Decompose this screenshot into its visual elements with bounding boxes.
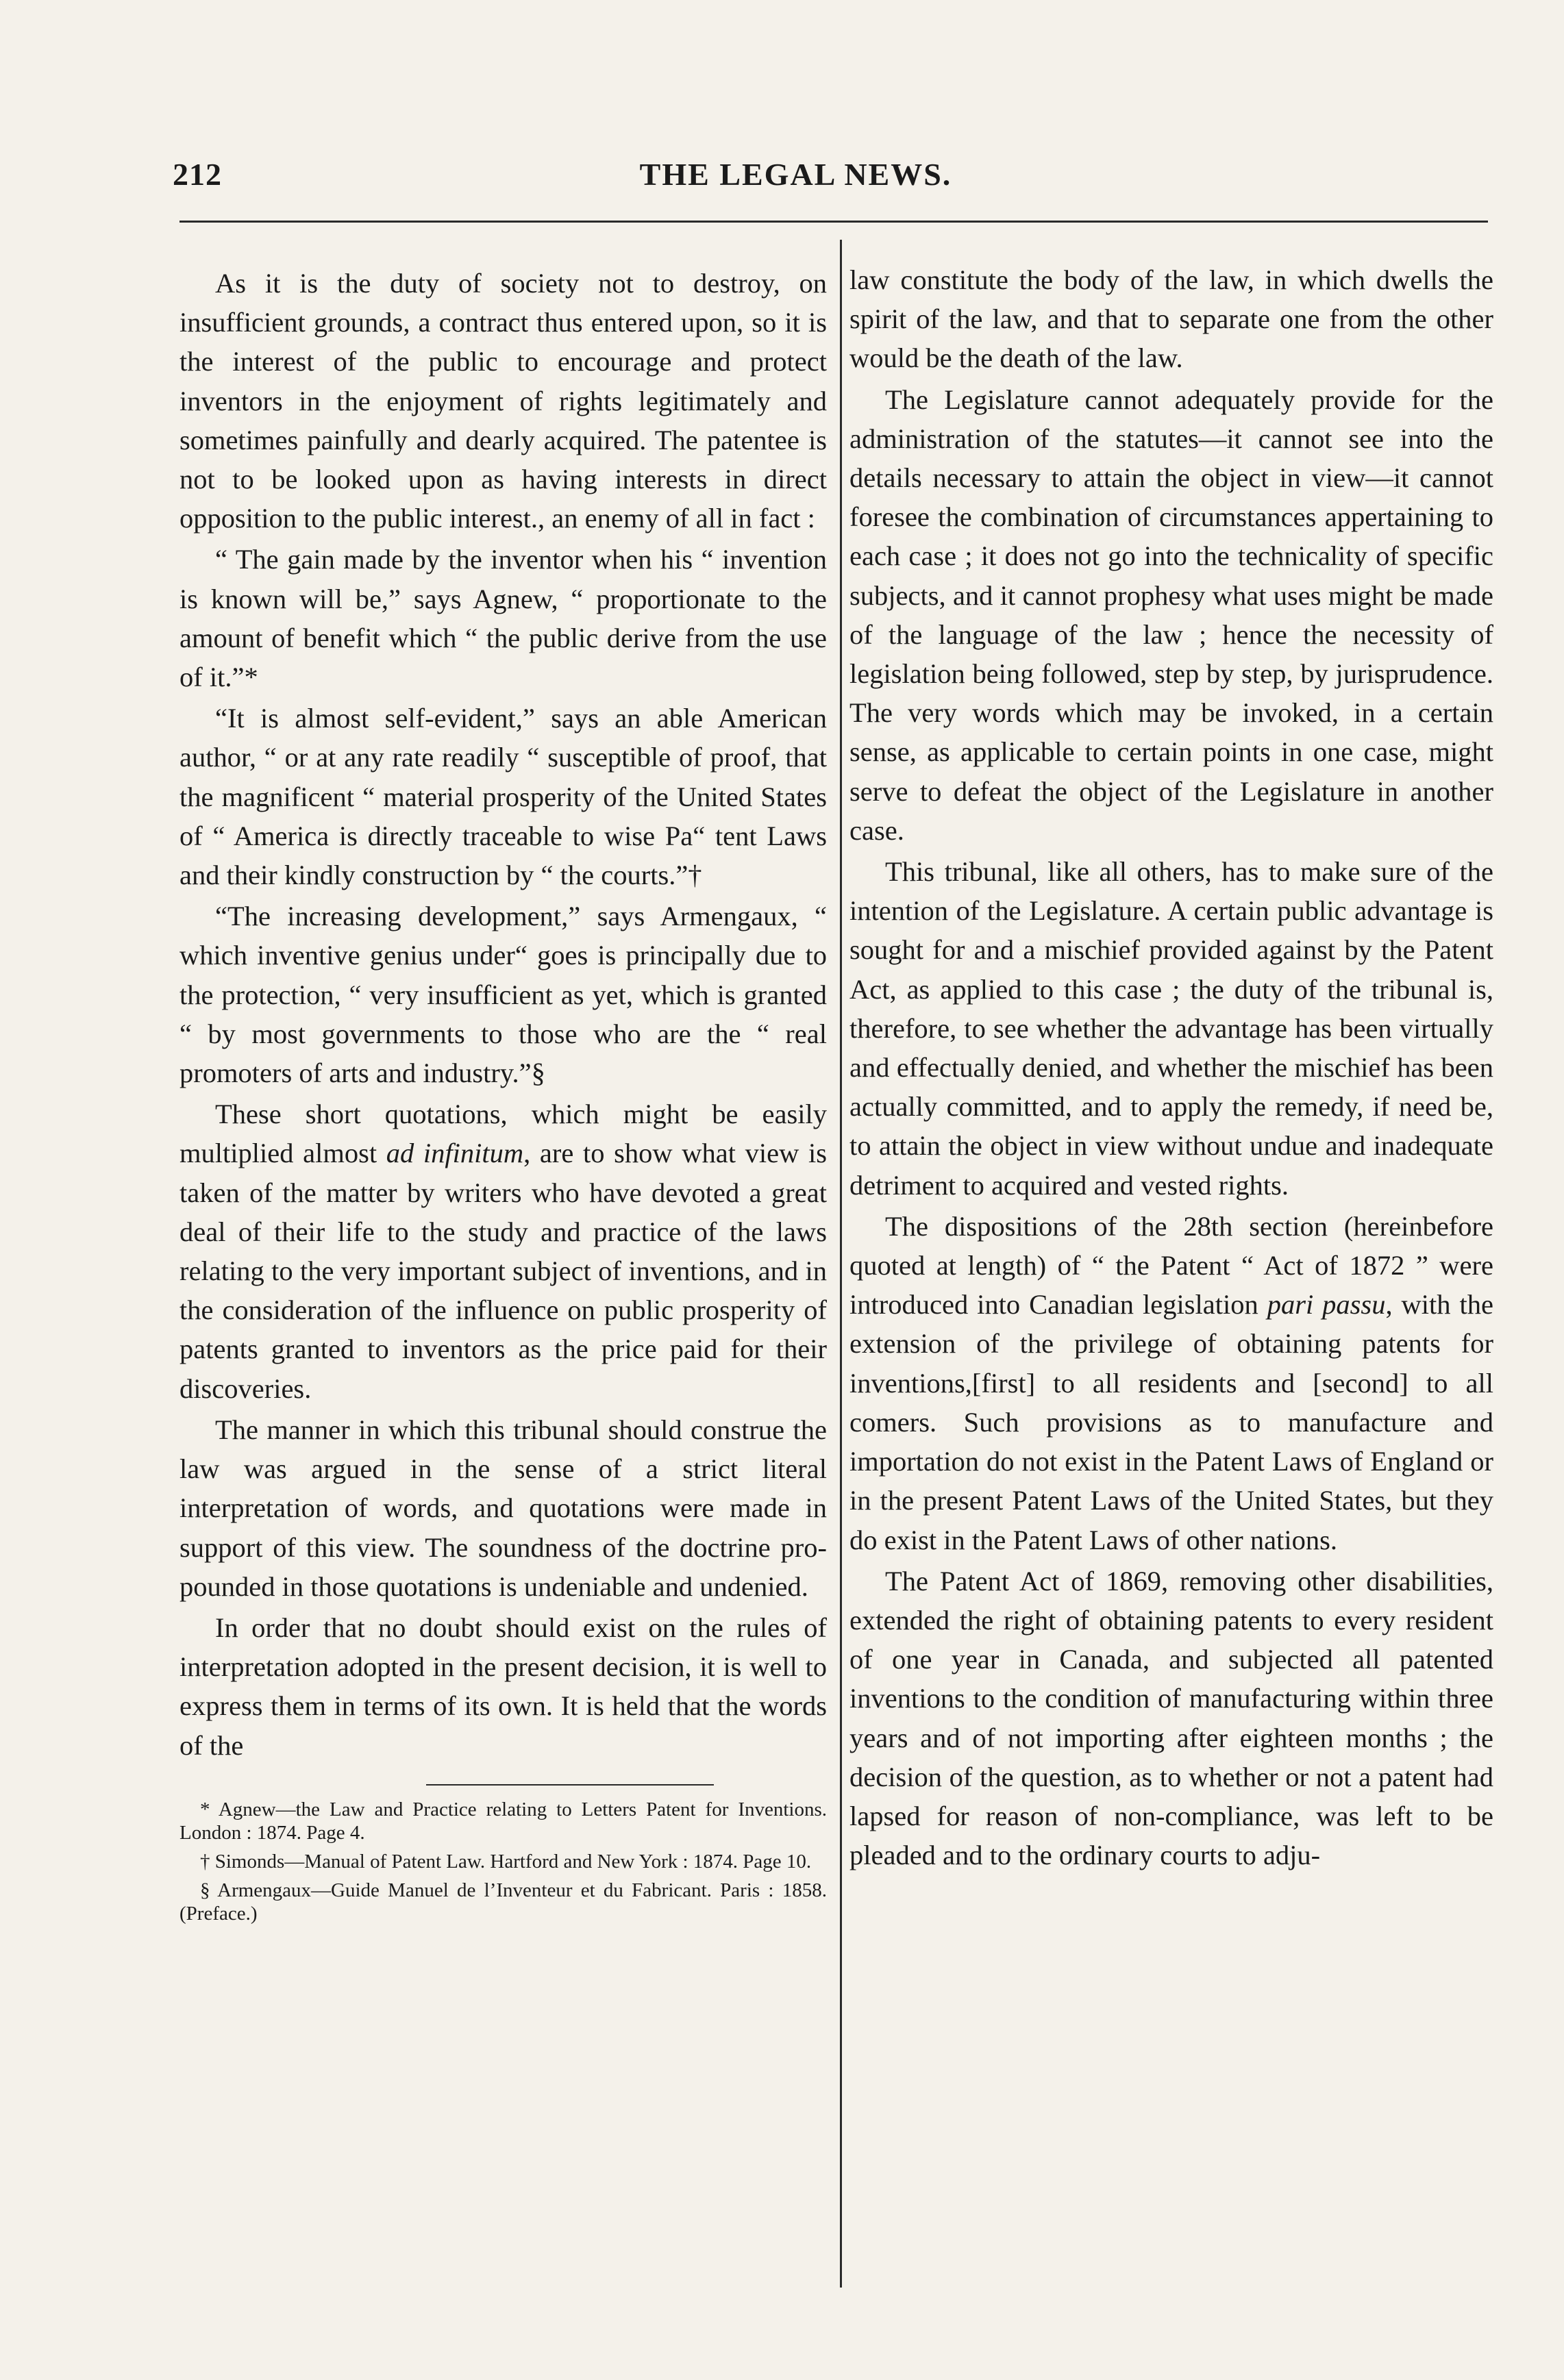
quotation-armengaux: “The increasing development,” says Armengaux, “ which inventive genius under“ goes is principally due to the protection, “ very insufficient as yet, which is granted “ by most governments to those who are the “ real promoters of arts and industry.”§ [179,901,827,1089]
footnote-rule [426,1784,714,1786]
paragraph: In order that no doubt should exist on the rules of interpretation adopted in the present decision, it is well to express them in terms of its own. It is held that the words of the [179,1612,827,1761]
paragraph: As it is the duty of society not to destroy, on insufficient grounds, a contract thus entered upon, so it is the interest of the public to encourage and protect inventors in the enjoyment of rights legitimately and sometimes painfully and dearly acquired. The patentee is not to be looked upon as having interests in direct opposition to the public interest., an enemy of all in fact : [179,268,827,534]
paragraph: This tribunal, like all others, has to make sure of the intention of the Legislature. A certain public advantage is sought for and a mischief provided against by the Patent Act, as applied to this case ; the duty of the tribunal is, therefore, to see whether the advantage has been virtually and effectually denied, and whether the mischief has been actually committed, and to apply the remedy, if need be, to attain the object in view without undue and inadequate detriment to acquired and vested rights. [849,856,1493,1201]
footnote: * Agnew—the Law and Practice relating to Letters Patent for Inventions. London : 1874. Page 4. [179,1798,827,1844]
running-title: THE LEGAL NEWS. [639,157,952,192]
paragraph: The Legislature cannot adequately provide for the administration of the statutes—it cannot see into the details necessary to attain the object in view—it cannot foresee the combination of circumstances appertaining to each case ; it does not go into the technicality of specific subjects, and it cannot prophesy what uses might be made of the language of the law ; hence the necessity of legislation being followed, step by step, by jurisprudence. The very words which may be invoked, in a certain sense, as applicable to certain points in one case, might serve to defeat the object of the Legislature in another case. [849,384,1493,846]
quotation-agnew: “ The gain made by the inventor when his “ invention is known will be,” says Agnew, “ proportionate to the amount of benefit which “ the public derive from the use of it.”* [179,544,827,693]
header-rule [179,221,1488,223]
paragraph [179,1094,827,1408]
paragraph [849,1207,1493,1559]
right-column [849,260,1493,1877]
quotation-simonds: “It is almost self-evident,” says an able American author, “ or at any rate readily “ susceptible of proof, that the magnificent “ material prosperity of the United States of “ America is directly traceable to wise Pa“ tent Laws and their kindly construction by “ the courts.”† [179,703,827,891]
paragraph: The manner in which this tribunal should construe the law was argued in the sense of a strict literal interpretation of words, and quotations were made in support of this view. The soundness of the doctrine propounded in those quotations is undeniable and undenied. [179,1414,827,1602]
column-divider [840,240,842,2288]
footnote: † Simonds—Manual of Patent Law. Hartford and New York : 1874. Page 10. [200,1850,812,1872]
text-run: These short quotations, which might be easily multiplied almost [179,1099,827,1169]
page-number: 212 [173,157,222,192]
text-run: , with the extension of the privilege of obtaining patents for inventions,[first] to all residents and [second] to all comers. Such provisions as to manufacture and importation do not exist in the Patent Laws of England or in the present Patent Laws of the United States, but they do exist in the Patent Laws of other nations. [849,1289,1493,1555]
footnotes [179,1798,827,1925]
footnote: § Armengaux—Guide Manuel de l’Inventeur et du Fabricant. Paris : 1858. (Preface.) [179,1879,827,1925]
italic-phrase: pari passu [1267,1289,1386,1320]
text-run: , are to show what view is taken of the matter by writers who have devoted a great deal of their life to the study and practice of the laws relating to the very important subject of inventions, and in the consideration of the influence on public prosperity of patents granted to inventors as the price paid for their discoveries. [179,1138,827,1404]
paragraph-continued: law constitute the body of the law, in which dwells the spirit of the law, and that to separate one from the other would be the death of the law. [849,264,1493,374]
paragraph: The Patent Act of 1869, removing other disabilities, extended the right of obtaining patents to every resident of one year in Canada, and subjected all patented inventions to the condition of manufacturing within three years and of not importing after eighteen months ; the decision of the question, as to whether or not a patent had lapsed for reason of non-compliance, was left to be pleaded and to the ordinary courts to adju- [849,1565,1493,1871]
text-run: The dispositions of the 28th section (hereinbefore quoted at length) of “ the Patent “ Act of 1872 ” were introduced into Canadian legislation [849,1210,1493,1320]
left-column [179,264,827,1931]
italic-phrase: ad infinitum [386,1138,524,1169]
